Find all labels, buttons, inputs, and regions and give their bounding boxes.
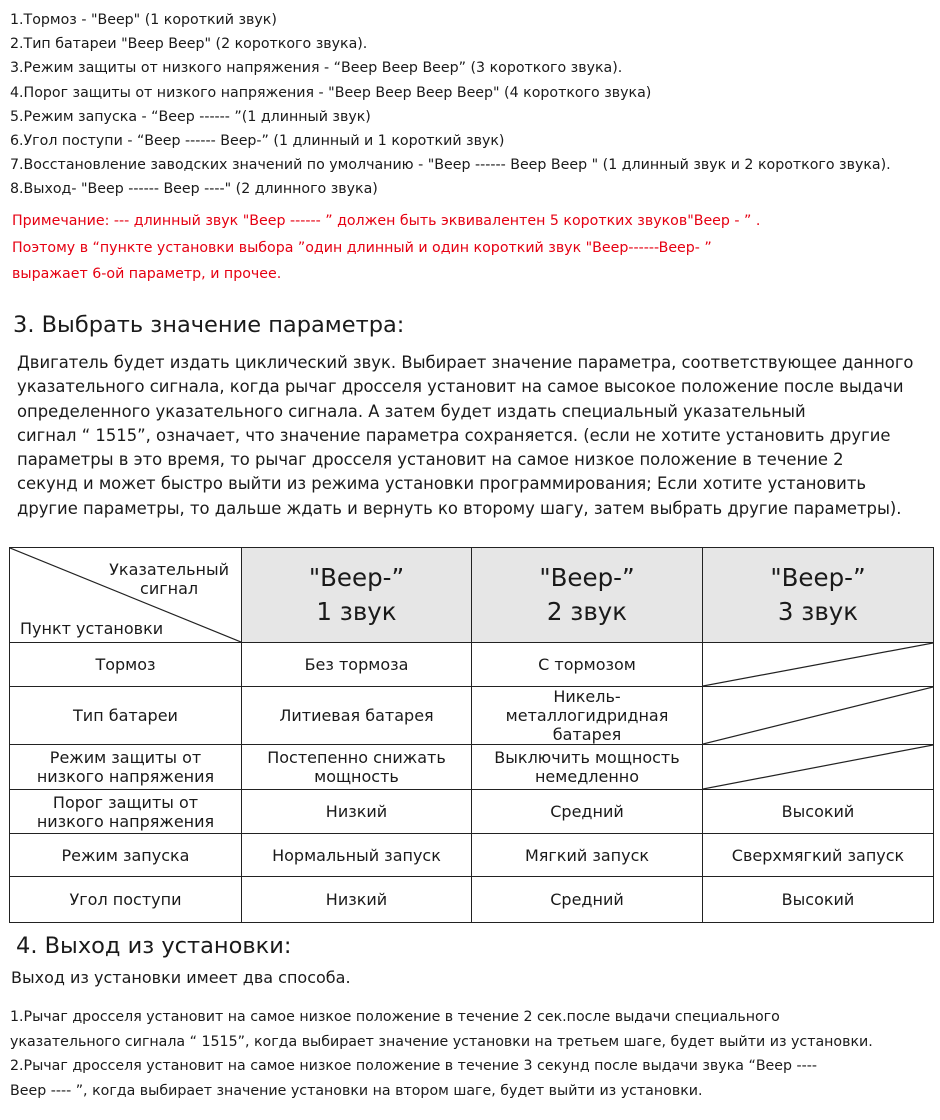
not-applicable-cell — [703, 745, 934, 790]
paragraph-line: сигнал “ 1515”, означает, что значение параметра сохраняется. (если не хотите установить другие — [17, 425, 891, 445]
value-cell: Нормальный запуск — [242, 834, 472, 877]
value-cell: Низкий — [242, 877, 472, 923]
value-cell: Литиевая батарея — [242, 687, 472, 745]
row-label-cell: Режим запуска — [10, 834, 242, 877]
row-label-cell: Тормоз — [10, 643, 242, 687]
note-line: Примечание: --- длинный звук "Beep ------ ” должен быть эквивалентен 5 коротких звуков"Beep - ” . — [12, 213, 761, 229]
row-label-cell: Порог защиты от низкого напряжения — [10, 790, 242, 834]
section-4-heading: 4. Выход из установки: — [16, 933, 292, 959]
table-row — [10, 745, 934, 790]
corner-bottom-label: Пункт установки — [20, 619, 164, 638]
slash-line — [703, 745, 933, 789]
value-cell: С тормозом — [472, 643, 703, 687]
value-cell: Низкий — [242, 790, 472, 834]
slash-line — [703, 643, 933, 686]
list-item: 6.Угол поступи - “Beep ------ Beep-” (1 длинный и 1 короткий звук) — [10, 133, 505, 150]
paragraph-line: другие параметры, то дальше ждать и вернуть ко второму шагу, затем выбрать другие параметры). — [17, 498, 902, 518]
paragraph-line: секунд и может быстро выйти из режима установки программирования; Если хотите установить — [17, 474, 867, 494]
note-block — [12, 208, 932, 288]
value-cell: Высокий — [703, 790, 934, 834]
list-item: 7.Восстановление заводских значений по умолчанию - "Beep ------ Beep Beep " (1 длинный звук и 2 короткого звука). — [10, 157, 891, 174]
value-cell: Мягкий запуск — [472, 834, 703, 877]
paragraph-line: указательного сигнала, когда рычаг дросселя установит на самое высокое положение после выдачи — [17, 377, 904, 397]
paragraph-line: определенного указательного сигнала. А затем будет издать специальный указательный — [17, 401, 806, 421]
paragraph-line: Двигатель будет издать циклический звук. Выбирает значение параметра, соответствующее данного — [17, 353, 914, 372]
exit-line: 1.Рычаг дросселя установит на самое низкое положение в течение 2 сек.после выдачи специального — [10, 1009, 780, 1025]
value-cell: Высокий — [703, 877, 934, 923]
row-label-cell: Режим защиты от низкого напряжения — [10, 745, 242, 790]
header-signal-2: "Beep-” 2 звук — [472, 548, 703, 643]
not-applicable-cell — [703, 687, 934, 745]
table-body — [10, 643, 934, 923]
note-line: Поэтому в “пункте установки выбора ”один длинный и один короткий звук "Beep------Beep- ” — [12, 239, 712, 256]
not-applicable-cell — [703, 643, 934, 687]
value-cell: Средний — [472, 877, 703, 923]
beep-code-list — [10, 8, 930, 202]
paragraph-line: параметры в это время, то рычаг дросселя установит на самое низкое положение в течение 2 — [17, 450, 844, 470]
value-cell: Никель-металлогидридная батарея — [472, 687, 703, 745]
table-row — [10, 643, 934, 687]
exit-line: 2.Рычаг дросселя установит на самое низкое положение в течение 3 секунд после выдачи звука “Beep ---- — [10, 1058, 817, 1074]
table-row — [10, 877, 934, 923]
exit-line: указательного сигнала “ 1515”, когда выбирает значение установки на третьем шаге, будет выйти из установки. — [10, 1033, 873, 1050]
table-row — [10, 687, 934, 745]
section-3-heading: 3. Выбрать значение параметра: — [13, 312, 405, 338]
note-line: выражает 6-ой параметр, и прочее. — [12, 266, 282, 282]
section-4-intro: Выход из установки имеет два способа. — [11, 968, 351, 987]
table-row — [10, 834, 934, 877]
corner-cell — [10, 548, 242, 643]
header-signal-1: "Beep-” 1 звук — [242, 548, 472, 643]
header-signal-3: "Beep-” 3 звук — [703, 548, 934, 643]
list-item: 4.Порог защиты от низкого напряжения - "Beep Beep Beep Beep" (4 короткого звука) — [10, 84, 652, 101]
list-item: 5.Режим запуска - “Beep ------ ”(1 длинный звук) — [10, 108, 371, 125]
slash-line — [703, 687, 933, 744]
exit-line: Beep ---- ”, когда выбирает значение установки на втором шаге, будет выйти из установки. — [10, 1082, 703, 1099]
list-item: 8.Выход- "Beep ------ Beep ----" (2 длинного звука) — [10, 181, 378, 198]
value-cell: Без тормоза — [242, 643, 472, 687]
value-cell: Постепенно снижать мощность — [242, 745, 472, 790]
list-item: 3.Режим защиты от низкого напряжения - “Beep Beep Beep” (3 короткого звука). — [10, 60, 623, 77]
exit-methods — [10, 1005, 935, 1103]
list-item: 1.Тормоз - "Beep" (1 короткий звук) — [10, 12, 277, 28]
table-header-row — [10, 548, 934, 643]
value-cell: Сверхмягкий запуск — [703, 834, 934, 877]
value-cell: Выключить мощность немедленно — [472, 745, 703, 790]
row-label-cell: Тип батареи — [10, 687, 242, 745]
corner-top-label: Указательный сигнал — [109, 560, 229, 598]
list-item: 2.Тип батареи "Beep Beep" (2 короткого звука). — [10, 36, 368, 53]
row-label-cell: Угол поступи — [10, 877, 242, 923]
parameter-table — [9, 547, 934, 923]
value-cell: Средний — [472, 790, 703, 834]
table-row — [10, 790, 934, 834]
section-3-paragraph — [17, 351, 929, 521]
